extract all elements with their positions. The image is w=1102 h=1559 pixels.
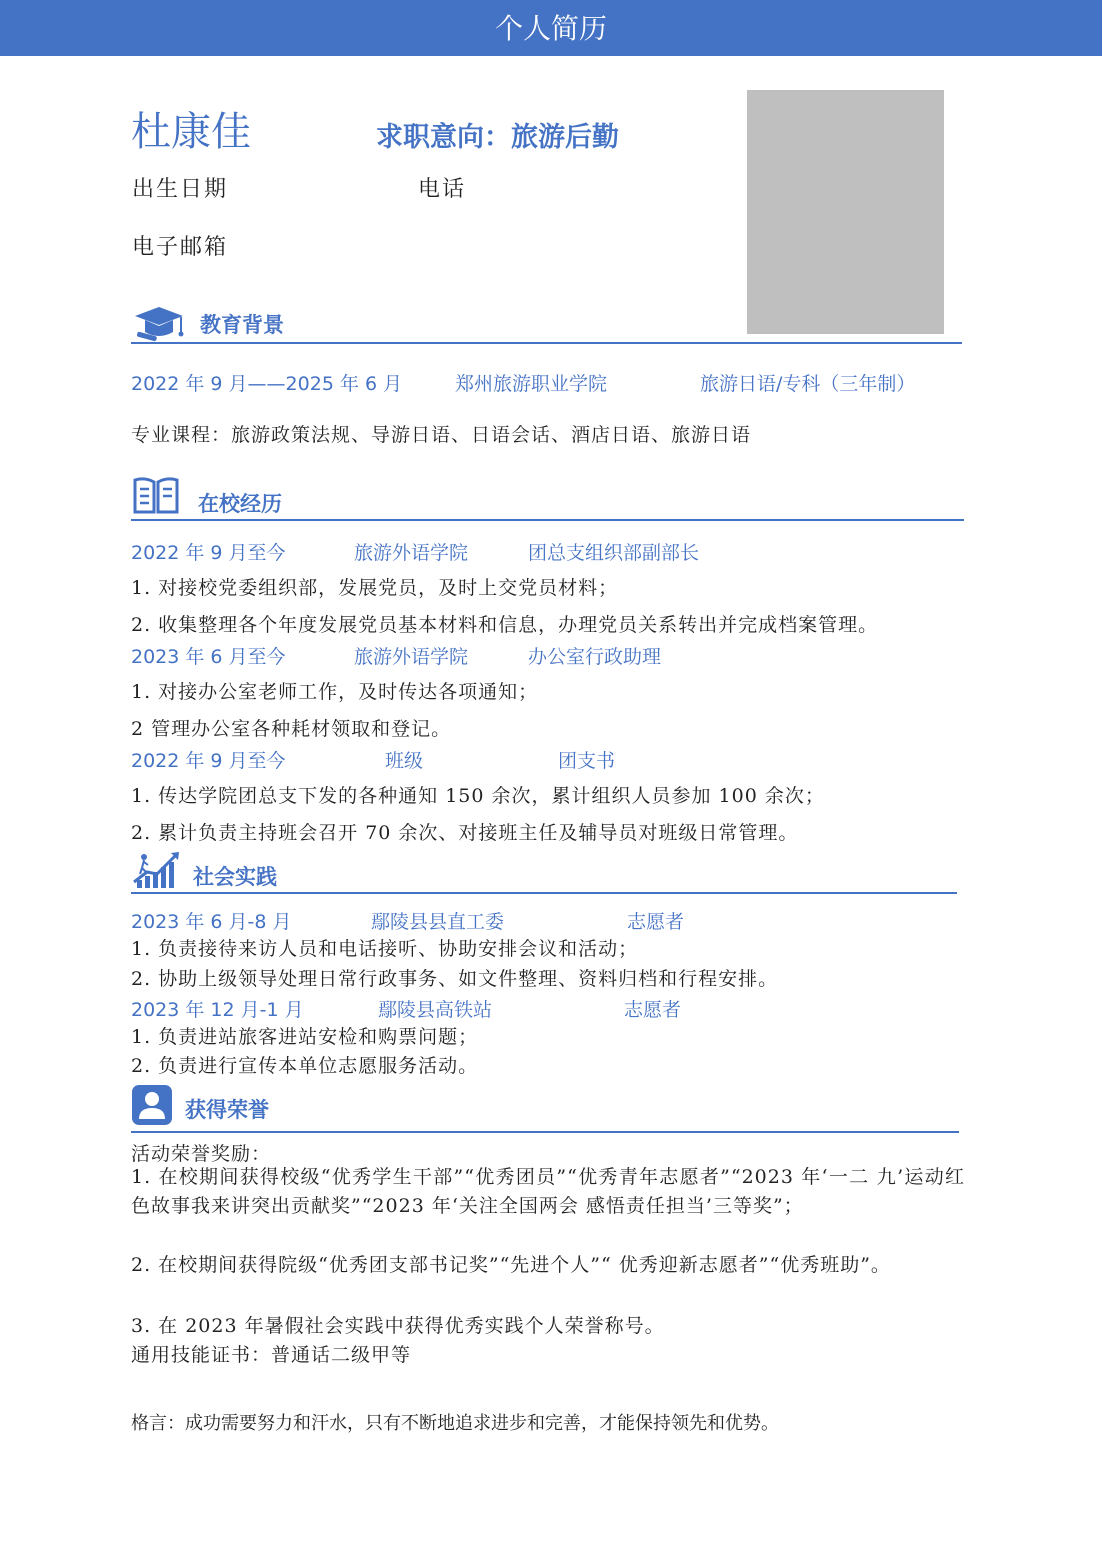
campus-item-row [131, 538, 961, 564]
growth-chart-icon [131, 850, 181, 890]
resume-header: 个人简历 [0, 0, 1102, 56]
practice-item-org: 鄢陵县高铁站 [378, 999, 493, 1021]
job-objective: 求职意向：旅游后勤 [376, 122, 619, 153]
practice-item-line: 2. 负责进行宣传本单位志愿服务活动。 [131, 1055, 479, 1077]
honors-paragraph: 1. 在校期间获得校级“优秀学生干部”“优秀团员”“优秀青年志愿者”“2023 年‘一二 九’运动红色故事我来讲突出贡献奖”“2023 年‘关注全国两会 感悟责任担当’三等奖”； [131, 1166, 965, 1217]
profile-photo-placeholder [747, 90, 944, 334]
education-section-header [131, 300, 431, 348]
practice-item-period: 2023 年 12 月-1 月 [131, 999, 304, 1021]
education-courses: 专业课程：旅游政策法规、导游日语、日语会话、酒店日语、旅游日语 [131, 424, 752, 446]
campus-item-line: 1. 对接校党委组织部，发展党员，及时上交党员材料； [131, 577, 619, 599]
skill-certificate: 通用技能证书：普通话二级甲等 [131, 1344, 412, 1366]
divider [131, 1131, 959, 1133]
campus-item-row [131, 746, 961, 772]
phone-label: 电话 [418, 177, 467, 202]
divider [131, 519, 964, 521]
campus-item-line: 2 管理办公室各种耗材领取和登记。 [131, 718, 452, 740]
campus-item-role: 团总支组织部副部长 [528, 542, 700, 564]
campus-item-row [131, 642, 961, 668]
candidate-name: 杜康佳 [131, 109, 251, 155]
honors-title: 获得荣誉 [185, 1098, 269, 1122]
birth-date-label: 出生日期 [132, 177, 229, 202]
practice-section-header [131, 850, 431, 898]
education-title: 教育背景 [200, 313, 284, 337]
practice-item-row [131, 995, 961, 1021]
practice-item-row [131, 907, 961, 933]
email-label: 电子邮箱 [132, 235, 229, 260]
motto: 格言：成功需要努力和汗水，只有不断地追求进步和完善，才能保持领先和优势。 [131, 1413, 779, 1434]
practice-item-org: 鄢陵县县直工委 [371, 911, 505, 933]
campus-item-role: 团支书 [558, 750, 616, 772]
divider [131, 892, 957, 894]
campus-section-header [131, 474, 431, 522]
honors-paragraph: 3. 在 2023 年暑假社会实践中获得优秀实践个人荣誉称号。 [131, 1315, 665, 1337]
practice-item-line: 2. 协助上级领导处理日常行政事务、如文件整理、资料归档和行程安排。 [131, 968, 779, 990]
education-period: 2022 年 9 月——2025 年 6 月 [131, 373, 403, 395]
campus-item-period: 2022 年 9 月至今 [131, 542, 286, 564]
practice-item-line: 1. 负责接待来访人员和电话接听、协助安排会议和活动； [131, 938, 639, 960]
campus-title: 在校经历 [198, 492, 282, 516]
practice-item-role: 志愿者 [627, 911, 685, 933]
user-icon [131, 1084, 173, 1126]
campus-item-line: 2. 收集整理各个年度发展党员基本材料和信息，办理党员关系转出并完成档案管理。 [131, 614, 879, 636]
practice-item-period: 2023 年 6 月-8 月 [131, 911, 292, 933]
campus-item-line: 1. 对接办公室老师工作，及时传达各项通知； [131, 681, 539, 703]
campus-item-line: 1. 传达学院团总支下发的各种通知 150 余次，累计组织人员参加 100 余次； [131, 785, 825, 807]
practice-title: 社会实践 [193, 865, 277, 889]
campus-item-line: 2. 累计负责主持班会召开 70 余次、对接班主任及辅导员对班级日常管理。 [131, 822, 799, 844]
practice-item-role: 志愿者 [624, 999, 682, 1021]
honors-intro: 活动荣誉奖励： [131, 1143, 272, 1165]
campus-item-role: 办公室行政助理 [528, 646, 662, 668]
campus-item-org: 旅游外语学院 [354, 646, 469, 668]
campus-item-org: 班级 [385, 750, 424, 772]
education-major: 旅游日语/专科（三年制） [700, 373, 916, 395]
divider [131, 342, 962, 344]
campus-item-period: 2023 年 6 月至今 [131, 646, 286, 668]
campus-item-org: 旅游外语学院 [354, 542, 469, 564]
campus-item-period: 2022 年 9 月至今 [131, 750, 286, 772]
education-row [131, 369, 961, 395]
graduation-cap-icon [131, 302, 187, 346]
honors-section-header [131, 1083, 431, 1131]
practice-item-line: 1. 负责进站旅客进站安检和购票问题； [131, 1026, 479, 1048]
honors-paragraph: 2. 在校期间获得院级“优秀团支部书记奖”“先进个人”“ 优秀迎新志愿者”“优秀班助”。 [131, 1254, 891, 1276]
education-school: 郑州旅游职业学院 [455, 373, 608, 395]
open-book-icon [131, 474, 181, 518]
